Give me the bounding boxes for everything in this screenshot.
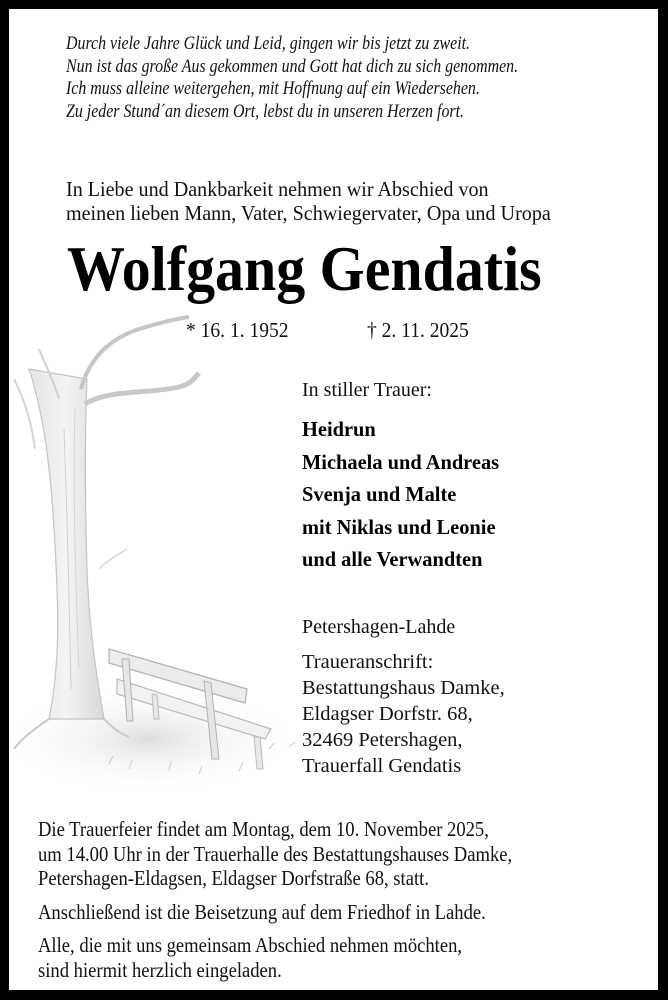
mourner-name: und alle Verwandten xyxy=(302,547,483,572)
mourners-list xyxy=(302,413,499,576)
invitation-line: sind hiermit herzlich eingeladen. xyxy=(38,957,282,982)
invitation xyxy=(38,933,462,982)
obituary-notice xyxy=(9,9,658,990)
deceased-name: Wolfgang Gendatis xyxy=(67,233,542,304)
address-line: Traueranschrift: xyxy=(302,651,434,673)
mourner-name: mit Niklas und Leonie xyxy=(302,514,496,539)
ceremony-line: Petershagen-Eldagsen, Eldagser Dorfstraße 68, statt. xyxy=(38,866,429,890)
mourner-name: Svenja und Malte xyxy=(302,482,457,507)
mourning-place: Petershagen-Lahde xyxy=(302,616,456,638)
ceremony-line: Die Trauerfeier findet am Montag, dem 10. November 2025, xyxy=(38,817,489,841)
poem xyxy=(66,33,518,123)
ceremony-details xyxy=(38,817,512,891)
burial-details: Anschließend ist die Beisetzung auf dem Friedhof in Lahde. xyxy=(38,900,486,924)
birth-date: * 16. 1. 1952 xyxy=(186,318,289,342)
mourning-label: In stiller Trauer: xyxy=(302,379,432,401)
intro-line: meinen lieben Mann, Vater, Schwiegervater, Opa und Uropa xyxy=(66,201,551,225)
invitation-line: Alle, die mit uns gemeinsam Abschied nehmen möchten, xyxy=(38,933,463,957)
tree-and-bench-sketch-icon xyxy=(9,309,309,799)
mourner-name: Michaela und Andreas xyxy=(302,449,500,474)
poem-line: Zu jeder Stund´an diesem Ort, lebst du in unseren Herzen fort. xyxy=(66,101,465,122)
address-line: Eldagser Dorfstr. 68, xyxy=(302,703,473,725)
intro-text xyxy=(66,177,551,225)
ceremony-line: um 14.00 Uhr in der Trauerhalle des Bestattungshauses Damke, xyxy=(38,841,513,866)
mourning-address xyxy=(302,649,505,779)
address-line: Bestattungshaus Damke, xyxy=(302,677,505,699)
intro-line: In Liebe und Dankbarkeit nehmen wir Abschied von xyxy=(66,177,489,201)
poem-line: Nun ist das große Aus gekommen und Gott hat dich zu sich genommen. xyxy=(66,56,519,77)
mourner-name: Heidrun xyxy=(302,417,376,441)
poem-line: Durch viele Jahre Glück und Leid, gingen wir bis jetzt zu zweit. xyxy=(66,34,471,54)
address-line: Trauerfall Gendatis xyxy=(302,755,462,777)
poem-line: Ich muss alleine weitergehen, mit Hoffnung auf ein Wiedersehen. xyxy=(66,79,480,100)
address-line: 32469 Petershagen, xyxy=(302,729,463,751)
death-date: † 2. 11. 2025 xyxy=(367,318,469,342)
